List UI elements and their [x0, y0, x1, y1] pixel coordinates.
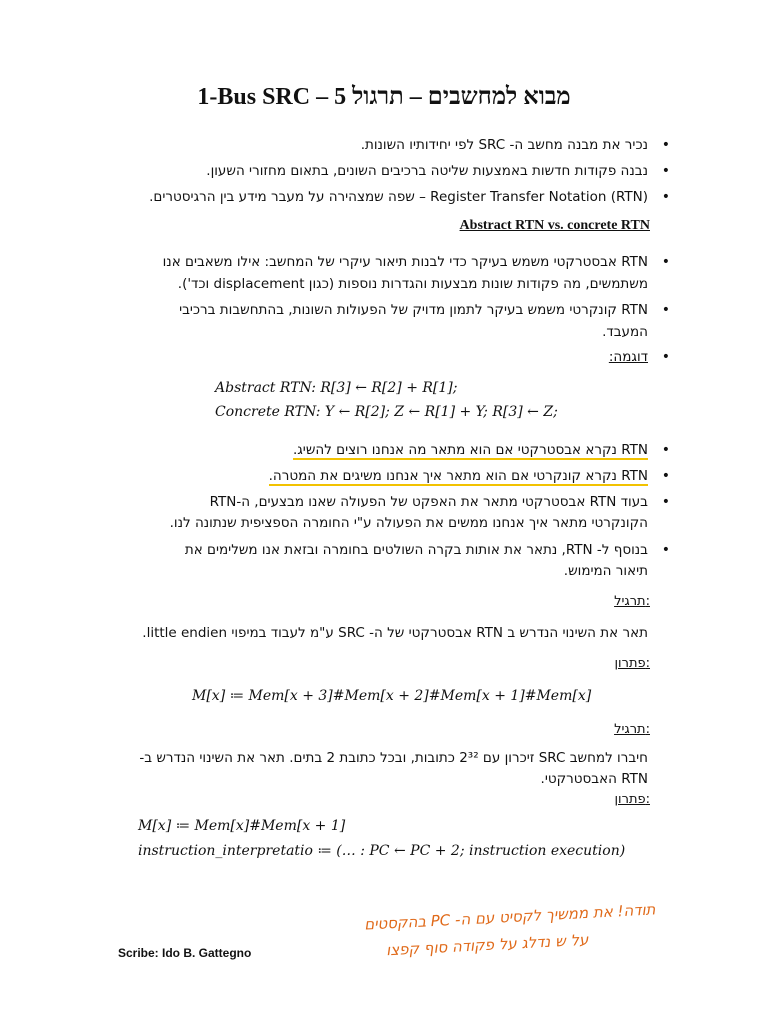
note-2-text: RTN נקרא קונקרטי אם הוא מתאר איך אנחנו משיגים את המטרה. — [268, 468, 648, 484]
exercise-2-line1: חיברו למחשב SRC זיכרון עם 2³² כתובות, ובכל כתובת 2 בתים. תאר את השינוי הנדרש ב- — [139, 750, 648, 766]
solution-label-2: פתרון: — [614, 792, 650, 807]
solution-1-formula: M[x] ≔ Mem[x + 3]#Mem[x + 2]#Mem[x + 1]#Mem[x] — [192, 688, 592, 704]
note-3-line2: הקונקרטי מתאר איך אנחנו ממשים את הפעולה ע"י החומרה הספציפית שנתונה לנו. — [169, 515, 648, 531]
exercise-label-1: תרגיל: — [614, 594, 650, 609]
intro-bullet-1: • נכיר את מבנה מחשב ה- SRC לפי יחידותיו השונות. — [110, 135, 648, 155]
rtn-bullet-1-line2: משתמשים, מה פקודות שונות מבצעות והגדרות נוספות (כגון displacement וכד'). — [177, 276, 648, 292]
exercise-label-2: תרגיל: — [614, 722, 650, 737]
math-abstract: Abstract RTN: R[3] ← R[2] + R[1]; — [215, 380, 458, 396]
math-concrete: Concrete RTN: Y ← R[2]; Z ← R[1] + Y; R[3] ← Z; — [215, 404, 558, 420]
note-4-line1: • בנוסף ל- RTN, נתאר את אותות בקרה השולטים בחומרה ובזאת אנו משלימים את — [110, 540, 648, 560]
exercise-1-text: תאר את השינוי הנדרש ב RTN אבסטרקטי של ה- SRC ע"מ לעבוד במיפוי little endien. — [142, 625, 648, 641]
section-heading: Abstract RTN vs. concrete RTN — [459, 218, 650, 233]
note-4-line2: תיאור המימוש. — [563, 563, 648, 579]
exercise-2-line2: RTN האבסטרקטי. — [540, 771, 648, 787]
note-1 — [110, 440, 648, 460]
handwritten-note-line2: על ש נדלג על פקודה סוף קפצו — [385, 930, 589, 960]
example-bullet — [110, 347, 648, 367]
note-2 — [110, 466, 648, 486]
solution-2-interpretation: instruction_interpretatio ≔ (… : PC ← PC + 2; instruction execution) — [138, 843, 626, 859]
example-label: דוגמה: — [608, 349, 648, 365]
intro-bullet-3: • (RTN) Register Transfer Notation – שפה שמצהירה על מעבר מידע בין הרגיסטרים. — [110, 187, 648, 207]
intro-bullet-2: • נבנה פקודות חדשות באמצעות שליטה ברכיבים השונים, בתאום מחזורי השעון. — [110, 161, 648, 181]
solution-label-1: פתרון: — [614, 656, 650, 671]
scribe-credit: Scribe: Ido B. Gattegno — [118, 946, 252, 960]
note-3-line1: • בעוד RTN אבסטרקטי מתאר את האפקט של הפעולה שאנו מבצעים, ה-RTN — [110, 492, 648, 512]
rtn-bullet-1-line1: • RTN אבסטרקטי משמש בעיקר כדי לבנות תיאור עיקרי של המחשב: אילו משאבים אנו — [110, 252, 648, 272]
solution-2-formula: M[x] ≔ Mem[x]#Mem[x + 1] — [138, 818, 346, 834]
page-title: 1-Bus SRC – 5 מבוא למחשבים – תרגול — [197, 84, 571, 110]
rtn-bullet-2-line1: • RTN קונקרטי משמש בעיקר לתמון מדויק של הפעולות השונות, בהתחשבות ברכיבי — [110, 300, 648, 320]
note-1-text: RTN נקרא אבסטרקטי אם הוא מתאר מה אנחנו רוצים להשיג. — [292, 442, 648, 458]
handwritten-note-line1: תודה! את ממשיך לקסיט עם ה- PC בהקסטים — [364, 900, 657, 934]
rtn-bullet-2-line2: המעבד. — [602, 324, 648, 340]
